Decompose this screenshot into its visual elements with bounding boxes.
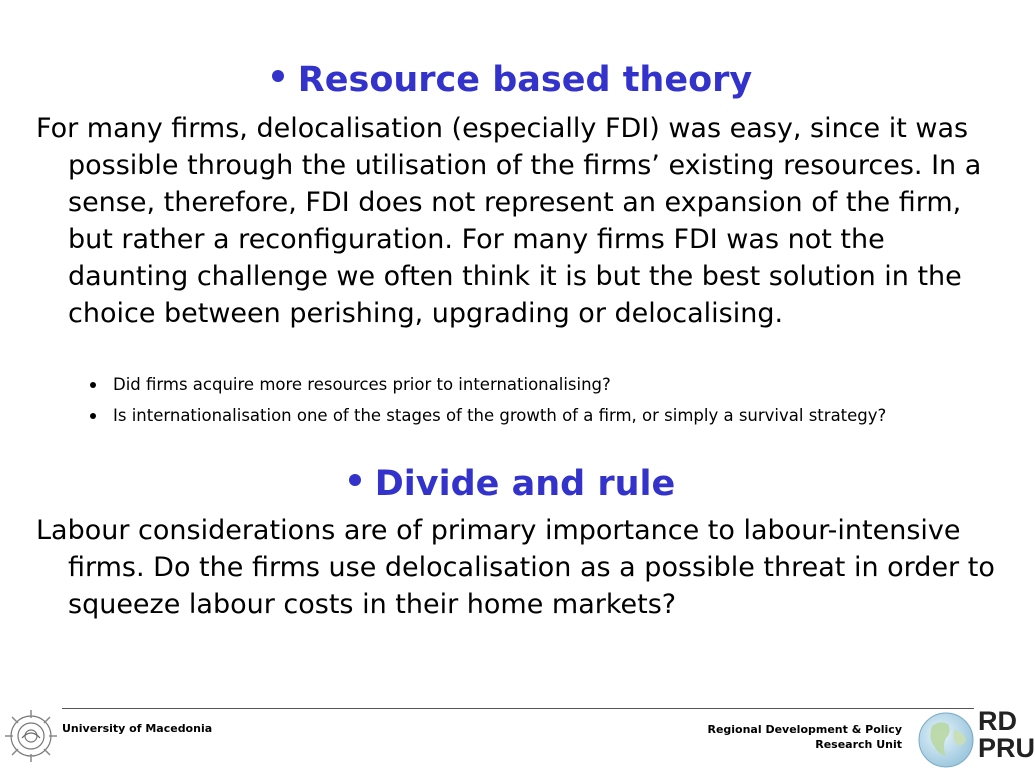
sub-bullet-text: Did firms acquire more resources prior to internationalising? [113,375,611,394]
heading-bullet-icon [349,474,361,486]
sub-bullet-2 [88,405,993,427]
sub-bullet-1 [88,374,993,396]
heading-text: Resource based theory [297,60,753,100]
heading-bullet-icon [272,70,284,82]
sub-bullet-text: Is internationalisation one of the stages of the growth of a firm, or simply a survival strategy? [113,406,887,425]
footer-divider [62,708,974,709]
university-seal-icon [4,708,58,764]
footer-university-name: University of Macedonia [62,722,213,735]
footer-unit-line-1: Regional Development & Policy [707,723,902,736]
heading-text: Divide and rule [374,464,676,504]
paragraph-resource-based: For many firms, delocalisation (especially FDI) was easy, since it was possible through the utilisation of the firms’ existing resources. In a sense, therefore, FDI does not represent an expansion of the firm, but rather a reconfiguration. For many firms FDI was not the daunting challenge we often think it is but the best solution in the choice between perishing, upgrading or delocalising. [36,113,982,329]
rdpru-logo-text [978,708,1035,762]
bullet-dot-icon [90,413,96,419]
rdpru-logo-line-1: RD [978,706,1017,736]
section-heading-divide-and-rule [0,462,1024,505]
paragraph-divide-and-rule: Labour considerations are of primary importance to labour-intensive firms. Do the firms use delocalisation as a possible threat in order to squeeze labour costs in their home markets? [36,515,995,620]
section-heading-resource-based-theory [0,58,1024,101]
footer-unit-line-2: Research Unit [815,738,902,751]
footer-unit-name [707,722,902,752]
bullet-dot-icon [90,382,96,388]
rdpru-logo-line-2: PRU [978,733,1035,763]
